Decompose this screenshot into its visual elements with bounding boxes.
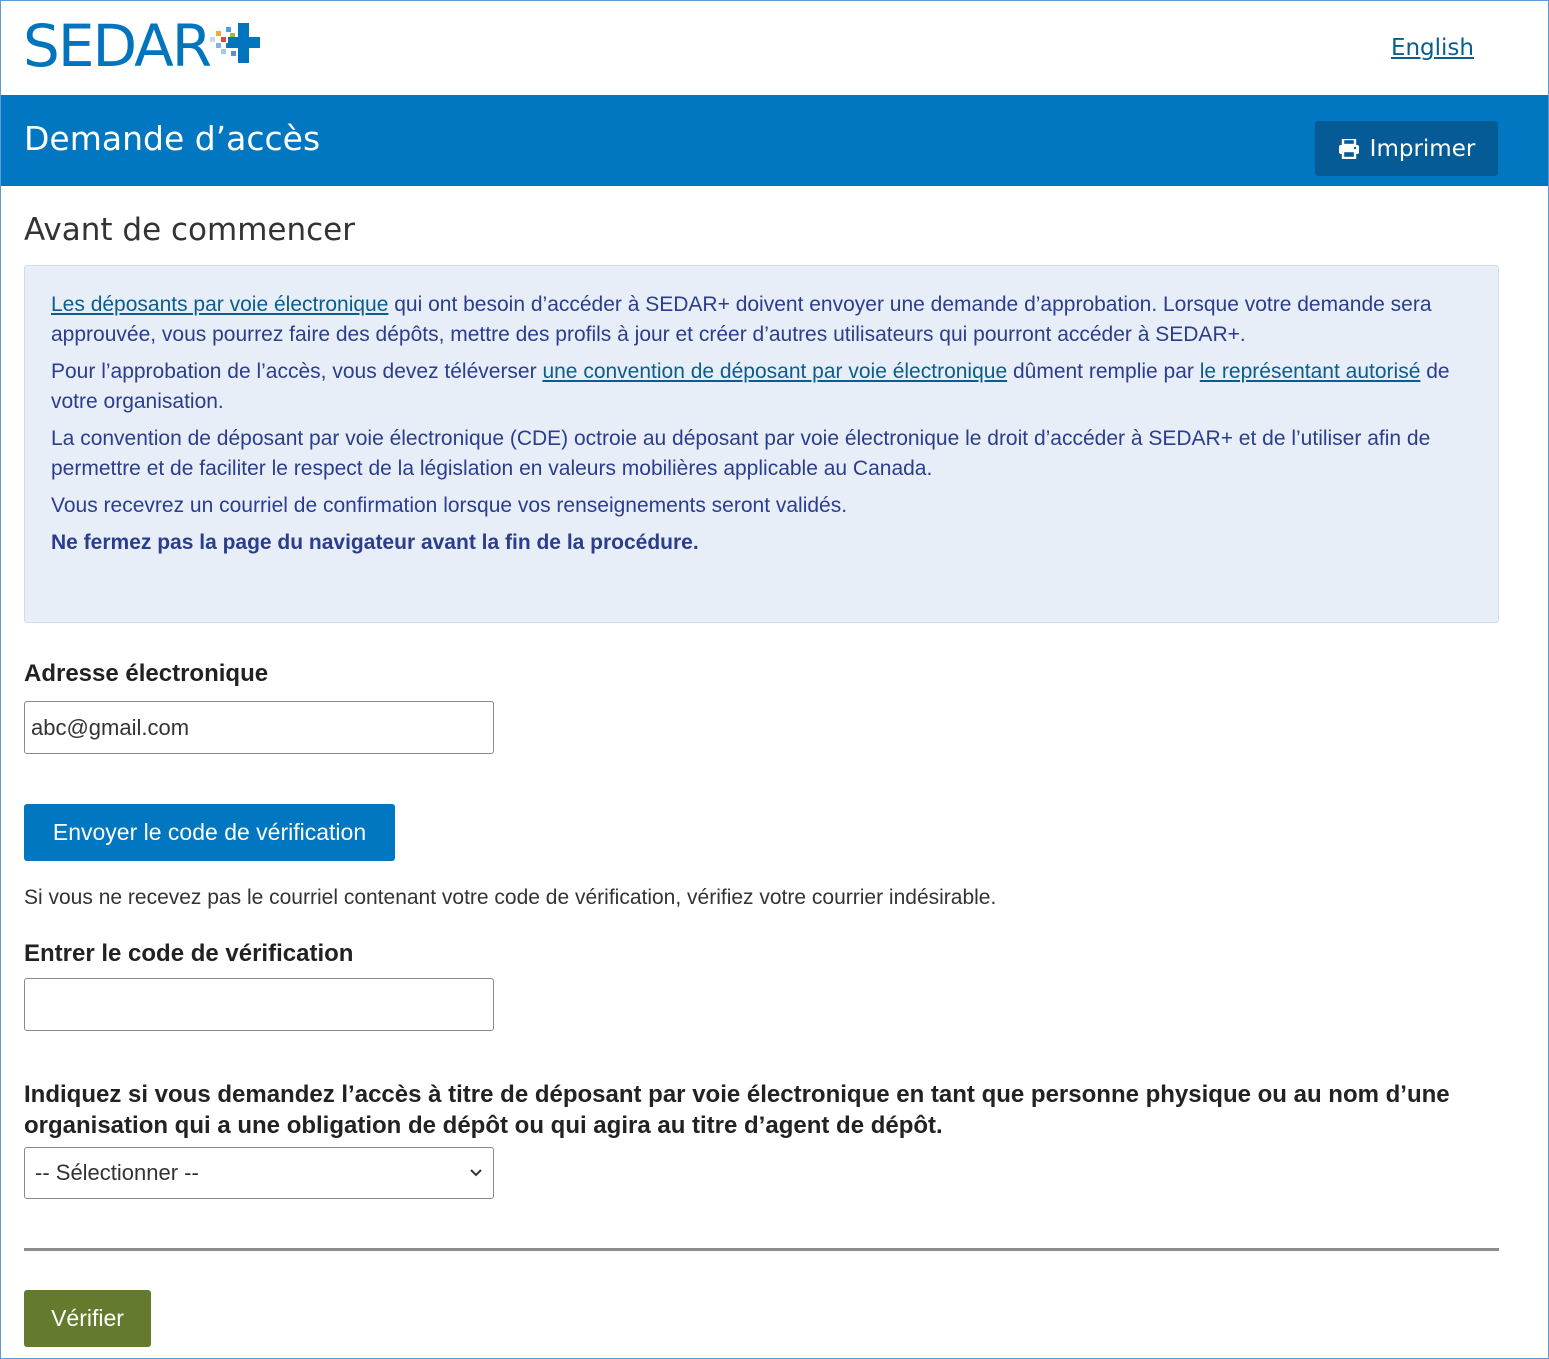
info-text-2b: dûment remplie par	[1007, 360, 1200, 383]
info-text-2c: de votre organisation.	[51, 360, 1450, 413]
chevron-down-icon	[469, 1168, 483, 1178]
spam-help-text: Si vous ne recevez pas le courriel contenant votre code de vérification, vérifiez votre courrier indésirable.	[24, 886, 997, 909]
title-bar	[1, 95, 1548, 186]
info-paragraph-4: Vous recevrez un courriel de confirmation lorsque vos renseignements seront validés.	[51, 494, 848, 517]
printer-icon	[1338, 139, 1360, 159]
email-label: Adresse électronique	[24, 660, 269, 687]
info-paragraph-2	[51, 357, 1472, 417]
form-divider	[24, 1248, 1499, 1251]
info-text-2a: Pour l’approbation de l’accès, vous devez téléverser	[51, 360, 543, 383]
print-button[interactable]	[1315, 121, 1498, 176]
verify-button[interactable]: Vérifier	[24, 1290, 151, 1347]
info-paragraph-3: La convention de déposant par voie électronique (CDE) octroie au déposant par voie électronique le droit d’accéder à SEDAR+ et de l’utiliser afin de permettre et de faciliter le respect de la législation en valeurs mobilières applicable au Canada.	[51, 427, 1431, 480]
filer-agreement-link[interactable]: une convention de déposant par voie électronique	[542, 360, 1008, 383]
access-type-selected: -- Sélectionner --	[35, 1160, 199, 1185]
access-type-label: Indiquez si vous demandez l’accès à titre de déposant par voie électronique en tant que personne physique ou au nom d’une organisation qui a une obligation de dépôt ou qui agira au titre d’agent de dépôt.	[24, 1081, 1450, 1139]
info-text-1: qui ont besoin d’accéder à SEDAR+ doivent envoyer une demande d’approbation. Lorsque votre demande sera approuvée, vous pourrez faire des dépôts, mettre des profils à jour et créer d’autres utilisateurs qui pourront accéder à SEDAR+.	[51, 293, 1432, 346]
access-type-select[interactable]	[24, 1147, 494, 1199]
authorized-representative-link[interactable]: le représentant autorisé	[1199, 360, 1421, 383]
sedar-plus-logo[interactable]	[23, 12, 262, 80]
logo-plus-icon	[208, 21, 262, 67]
email-field[interactable]	[24, 701, 494, 754]
print-button-label: Imprimer	[1369, 135, 1476, 162]
english-language-link[interactable]: English	[1390, 35, 1474, 61]
section-title: Avant de commencer	[24, 212, 355, 248]
info-paragraph-1	[51, 290, 1472, 350]
page-title: Demande d’accès	[24, 119, 321, 158]
verification-code-label: Entrer le code de vérification	[24, 940, 354, 967]
verification-code-field[interactable]	[24, 978, 494, 1031]
info-box	[24, 265, 1499, 623]
site-header	[1, 1, 1548, 95]
logo-text: SEDAR	[23, 12, 211, 80]
electronic-filers-link[interactable]: Les déposants par voie électronique	[51, 293, 389, 316]
info-warning: Ne fermez pas la page du navigateur avant la fin de la procédure.	[51, 531, 699, 554]
send-verification-code-button[interactable]: Envoyer le code de vérification	[24, 804, 395, 861]
